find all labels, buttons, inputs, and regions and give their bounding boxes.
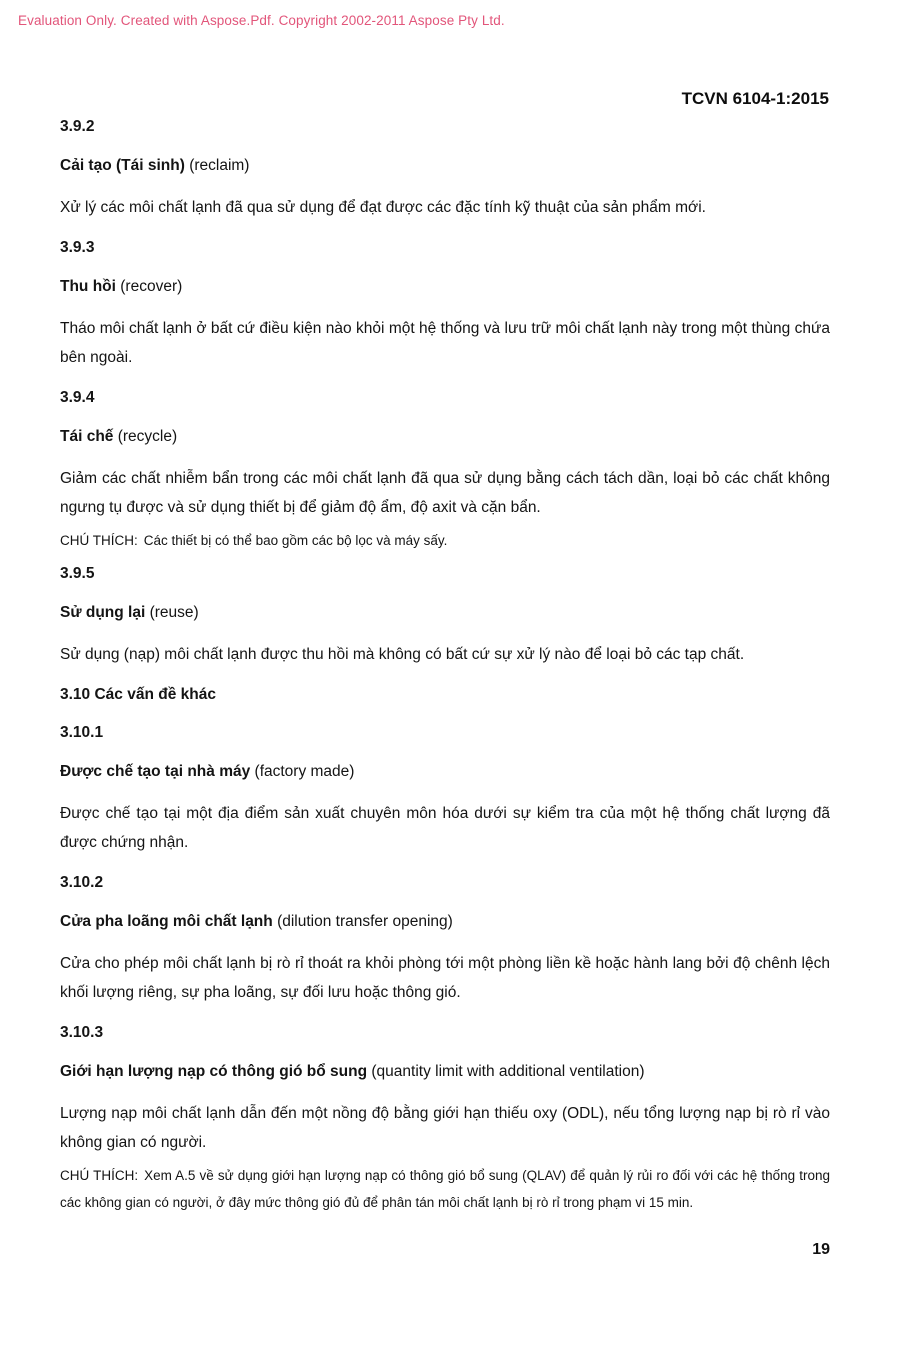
note-label: CHÚ THÍCH: bbox=[60, 533, 138, 548]
note-quantity-limit bbox=[60, 1162, 830, 1216]
definition-quantity-limit: Lượng nạp môi chất lạnh dẫn đến một nồng độ bằng giới hạn thiếu oxy (ODL), nếu tổng lượng nạp bị rò rỉ vào không gian có người. bbox=[60, 1105, 830, 1151]
term-reclaim bbox=[60, 154, 830, 178]
definition-reclaim: Xử lý các môi chất lạnh đã qua sử dụng để đạt được các đặc tính kỹ thuật của sản phẩm mới. bbox=[60, 199, 706, 216]
term-vi: Sử dụng lại bbox=[60, 604, 146, 621]
term-dilution-transfer-opening bbox=[60, 910, 830, 934]
definition-recycle: Giảm các chất nhiễm bẩn trong các môi chất lạnh đã qua sử dụng bằng cách tách dần, loại bỏ các chất không ngưng tụ được và sử dụng thiết bị để giảm độ ẩm, độ axit và cặn bẩn. bbox=[60, 470, 830, 516]
term-en: (recycle) bbox=[117, 428, 178, 445]
term-vi: Cải tạo (Tái sinh) bbox=[60, 157, 185, 174]
clause-number-3-10-1: 3.10.1 bbox=[60, 724, 104, 741]
term-vi: Giới hạn lượng nạp có thông gió bổ sung bbox=[60, 1063, 368, 1080]
term-en: (quantity limit with additional ventilation) bbox=[371, 1063, 645, 1080]
term-vi: Được chế tạo tại nhà máy bbox=[60, 763, 251, 780]
definition-reuse: Sử dụng (nạp) môi chất lạnh được thu hồi mà không có bất cứ sự xử lý nào để loại bỏ các tạp chất. bbox=[60, 646, 745, 663]
definition-factory-made: Được chế tạo tại một địa điểm sản xuất chuyên môn hóa dưới sự kiểm tra của một hệ thống chất lượng đã được chứng nhận. bbox=[60, 805, 830, 851]
term-quantity-limit bbox=[60, 1060, 830, 1084]
term-recover bbox=[60, 275, 830, 299]
term-en: (dilution transfer opening) bbox=[277, 913, 453, 930]
definition-dilution-transfer-opening: Cửa cho phép môi chất lạnh bị rò rỉ thoát ra khỏi phòng tới một phòng liền kề hoặc hành lang bởi độ chênh lệch khối lượng riêng, sự pha loãng, sự đối lưu hoặc thông gió. bbox=[60, 955, 830, 1001]
clause-number-3-10-2: 3.10.2 bbox=[60, 874, 104, 891]
standard-code-header: TCVN 6104-1:2015 bbox=[681, 89, 829, 108]
term-en: (recover) bbox=[120, 278, 183, 295]
term-en: (factory made) bbox=[254, 763, 355, 780]
clause-number-3-9-4: 3.9.4 bbox=[60, 389, 95, 406]
note-text: Các thiết bị có thể bao gồm các bộ lọc và máy sấy. bbox=[143, 533, 448, 548]
term-recycle bbox=[60, 425, 830, 449]
clause-number-3-9-3: 3.9.3 bbox=[60, 239, 95, 256]
note-label: CHÚ THÍCH: bbox=[60, 1168, 139, 1183]
clause-number-3-10-3: 3.10.3 bbox=[60, 1024, 104, 1041]
section-heading-3-10: 3.10 Các vấn đề khác bbox=[60, 686, 216, 703]
term-reuse bbox=[60, 601, 830, 625]
clause-number-3-9-5: 3.9.5 bbox=[60, 565, 95, 582]
term-en: (reuse) bbox=[149, 604, 199, 621]
note-recycle bbox=[60, 527, 830, 554]
clause-number-3-9-2: 3.9.2 bbox=[60, 118, 95, 135]
evaluation-watermark: Evaluation Only. Created with Aspose.Pdf. Copyright 2002-2011 Aspose Pty Ltd. bbox=[18, 13, 505, 28]
term-factory-made bbox=[60, 760, 830, 784]
definition-recover: Tháo môi chất lạnh ở bất cứ điều kiện nào khỏi một hệ thống và lưu trữ môi chất lạnh này trong một thùng chứa bên ngoài. bbox=[60, 320, 830, 366]
page-number: 19 bbox=[812, 1241, 830, 1258]
note-text: Xem A.5 về sử dụng giới hạn lượng nạp có thông gió bổ sung (QLAV) để quản lý rủi ro đối với các hệ thống trong các không gian có người, ở đây mức thông gió đủ để phân tán môi chất lạnh bị rò rỉ trong phạm vi 15 min. bbox=[60, 1168, 830, 1210]
document-body bbox=[60, 115, 830, 1216]
term-vi: Thu hồi bbox=[60, 278, 116, 295]
term-en: (reclaim) bbox=[189, 157, 250, 174]
term-vi: Cửa pha loãng môi chất lạnh bbox=[60, 913, 273, 930]
term-vi: Tái chế bbox=[60, 428, 114, 445]
